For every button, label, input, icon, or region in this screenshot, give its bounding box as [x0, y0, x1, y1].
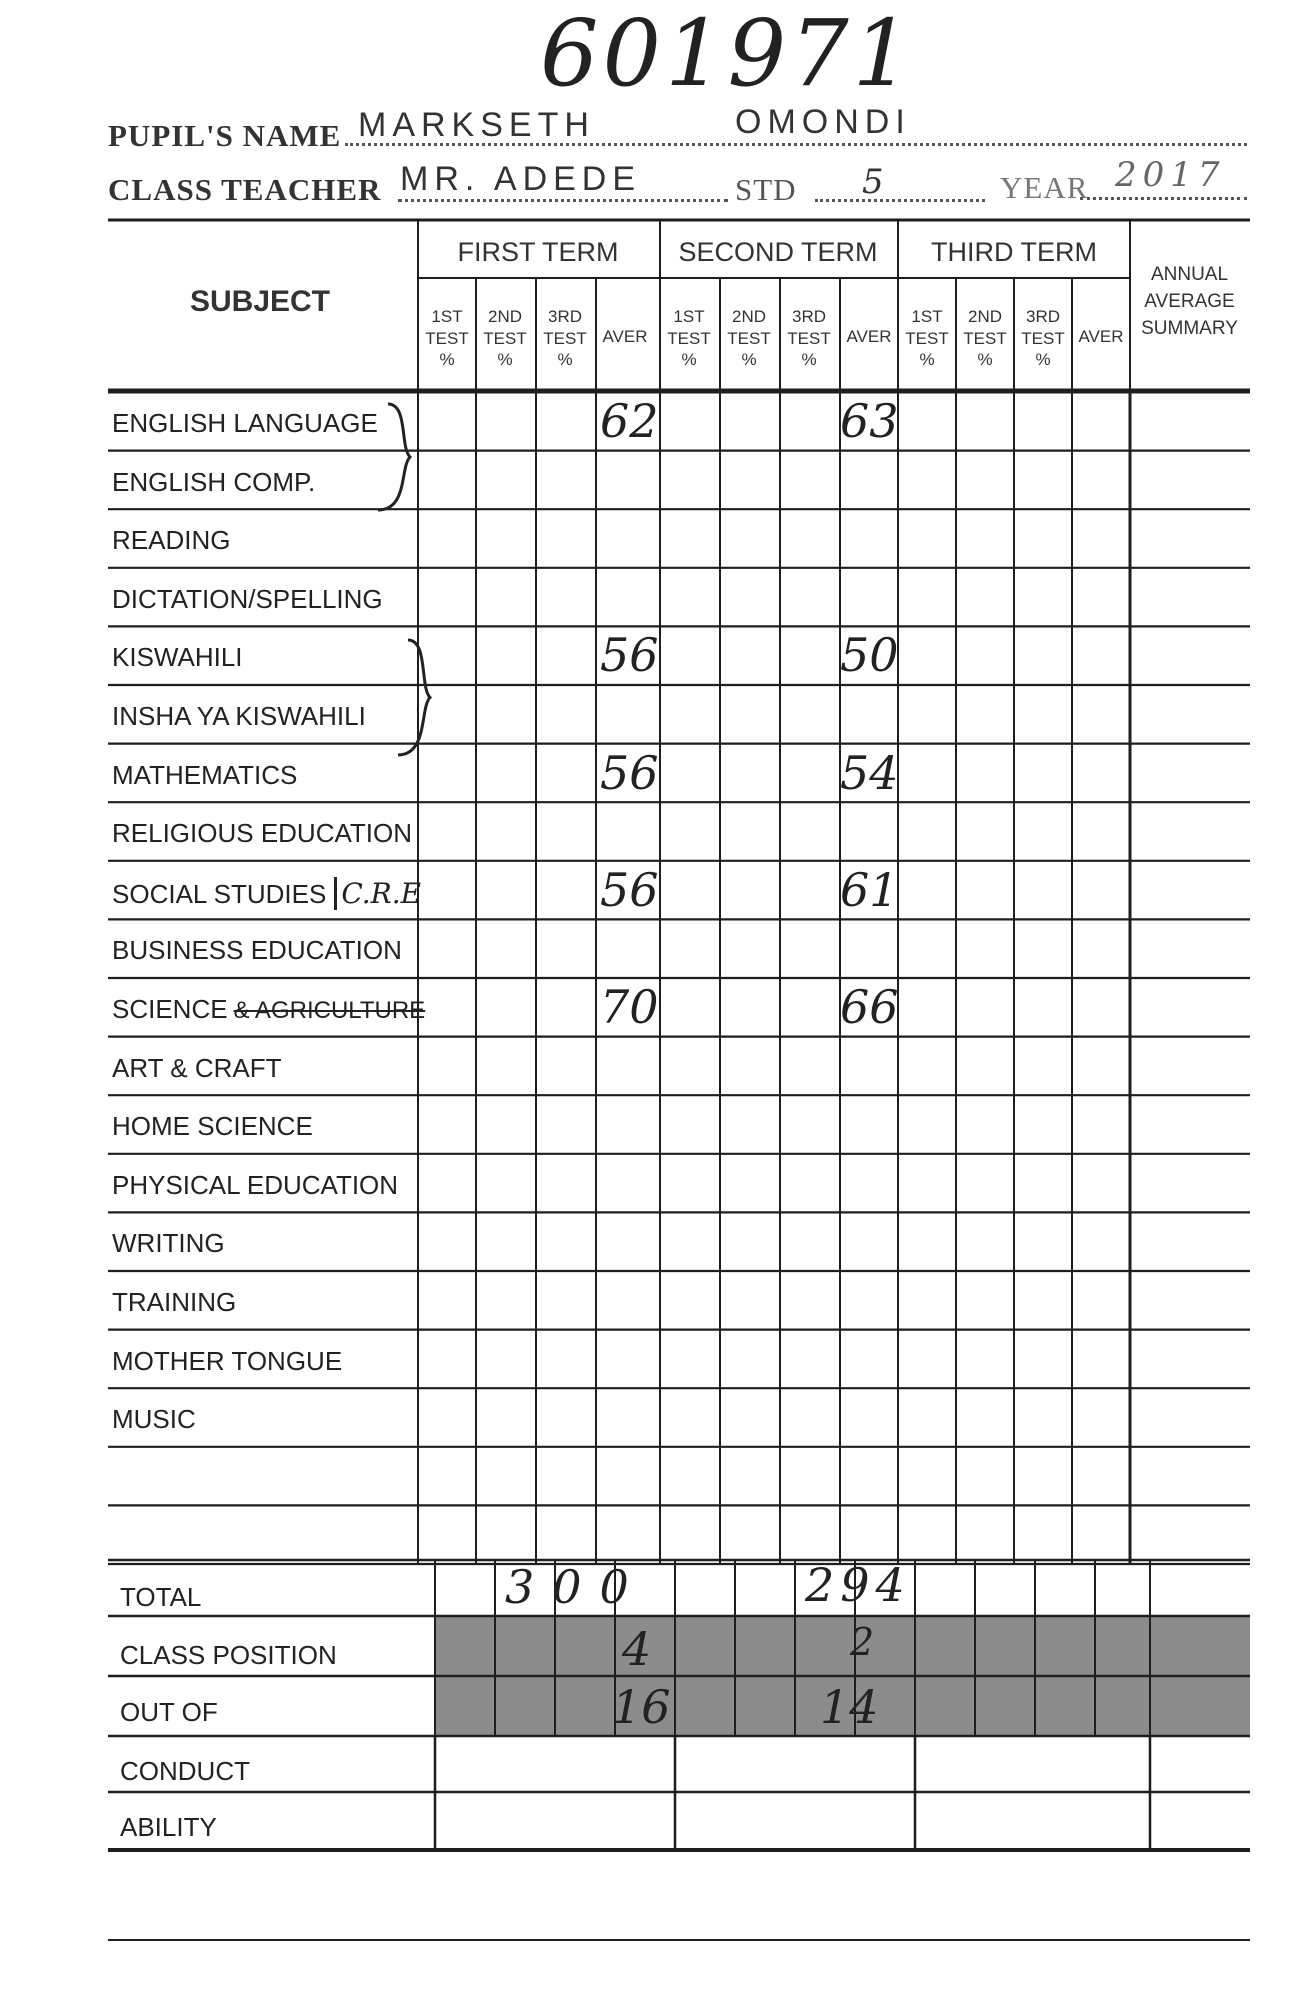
subject-name: INSHA YA KISWAHILI [112, 701, 366, 731]
subject-name: DICTATION/SPELLING [112, 583, 383, 614]
total-second-term: 294 [805, 1558, 911, 1612]
pupil-name-label: PUPIL'S NAME [108, 118, 342, 153]
english-brace [378, 404, 410, 510]
first-term-average: 62 [600, 394, 659, 448]
handwritten-annotation: C.R.E [334, 877, 421, 910]
sub-column-header-term3-col2 [956, 305, 1014, 370]
sub-column-line: 2ND [967, 307, 1002, 326]
sub-column-line: TEST [787, 328, 831, 348]
subject-name: HOME SCIENCE [112, 1111, 313, 1142]
sub-column-header-term1-col2 [476, 305, 534, 370]
subject-name: PHYSICAL EDUCATION [112, 1169, 399, 1200]
second-term-average: 66 [840, 980, 899, 1034]
subject-label [112, 701, 366, 732]
out-of-second-term: 14 [820, 1680, 879, 1734]
class-position-first-term: 4 [622, 1622, 652, 1676]
sub-column-line: 2ND [487, 307, 522, 326]
sub-column-header-term2-col2 [720, 305, 778, 370]
sub-column-line: 2ND [731, 307, 766, 326]
sub-column-line: AVER [846, 327, 892, 346]
sub-column-line: 3RD [791, 307, 826, 326]
sub-column-line: TEST [667, 328, 711, 348]
struck-subject-text: & AGRICULTURE [233, 997, 426, 1024]
subject-label [112, 467, 315, 498]
second-term-header: SECOND TERM [678, 237, 878, 267]
sub-column-line: AVER [602, 327, 648, 346]
subject-label [112, 408, 378, 439]
second-term-average: 63 [840, 394, 899, 448]
sub-column-line: % [977, 350, 993, 370]
sub-column-line: % [497, 350, 513, 370]
subject-label [112, 1287, 236, 1318]
sub-column-line: 1ST [431, 307, 463, 326]
subject-label [112, 1228, 225, 1259]
subject-name: SOCIAL STUDIES [112, 878, 327, 909]
subject-label [112, 818, 412, 849]
year-label: YEAR [1000, 170, 1089, 205]
subject-name: MATHEMATICS [112, 759, 298, 790]
first-term-average: 56 [600, 628, 659, 683]
std-value: 5 [862, 162, 890, 202]
sub-column-line: TEST [727, 328, 771, 348]
subject-label [112, 1346, 342, 1377]
subject-name: TRAINING [112, 1287, 237, 1317]
first-term-average: 56 [600, 745, 659, 800]
year-value: 2017 [1115, 155, 1226, 195]
total-label: TOTAL [120, 1582, 202, 1612]
sub-column-header-term3-col3 [1014, 305, 1072, 370]
subject-name: ENGLISH COMP. [112, 466, 316, 497]
sub-column-line: % [557, 350, 573, 370]
sub-column-line: 1ST [911, 307, 943, 326]
sub-column-line: % [439, 350, 455, 370]
sub-column-line: 1ST [673, 307, 705, 326]
subject-label [112, 760, 297, 791]
kiswahili-brace [398, 640, 430, 755]
sub-column-line: 3RD [547, 307, 582, 326]
annual-average-summary-header [1132, 265, 1247, 340]
sub-column-line: 3RD [1025, 307, 1060, 326]
class-teacher-label: CLASS TEACHER [108, 172, 382, 207]
first-term-header: FIRST TERM [457, 237, 619, 267]
annual-line1: ANNUAL [1150, 264, 1229, 285]
subject-name: ENGLISH LANGUAGE [112, 408, 378, 438]
subject-name: READING [112, 525, 231, 556]
subject-name: BUSINESS EDUCATION [112, 935, 402, 966]
total-first-term: 300 [505, 1560, 647, 1614]
third-term-header: THIRD TERM [931, 237, 1097, 267]
sub-column-header-term2-col4 [840, 328, 898, 347]
sub-column-line: TEST [483, 328, 527, 348]
serial-number: 601971 [540, 0, 916, 107]
first-term-average: 56 [600, 862, 659, 917]
second-term-average: 61 [840, 862, 899, 917]
sub-column-line: % [1035, 350, 1051, 370]
out-of-first-term: 16 [612, 1680, 671, 1734]
pupil-first-name: MARKSETH [358, 106, 595, 144]
first-term-average: 70 [600, 980, 659, 1034]
teacher-name: MR. ADEDE [400, 160, 642, 198]
subject-label [112, 935, 402, 966]
subject-label [112, 525, 230, 556]
sub-column-header-term3-col4 [1072, 328, 1130, 347]
sub-column-line: % [741, 350, 757, 370]
sub-column-line: TEST [543, 328, 587, 348]
second-term-average: 50 [840, 628, 899, 683]
out-of-label: OUT OF [120, 1697, 218, 1727]
class-position-second-term: 2 [850, 1620, 875, 1664]
sub-column-line: TEST [905, 328, 949, 348]
subject-label [112, 642, 243, 673]
subject-label [112, 1053, 282, 1084]
sub-column-header-term2-col3 [780, 305, 838, 370]
annual-line2: AVERAGE [1144, 290, 1235, 312]
sub-column-header-term1-col4 [596, 328, 654, 347]
sub-column-header-term2-col1 [660, 305, 718, 370]
sub-column-header-term1-col3 [536, 305, 594, 370]
conduct-label: CONDUCT [120, 1756, 250, 1786]
ability-label: ABILITY [120, 1812, 217, 1842]
subject-name: ART & CRAFT [112, 1052, 282, 1083]
subject-label [112, 877, 421, 910]
sub-column-line: % [681, 350, 697, 370]
sub-column-line: TEST [1021, 328, 1065, 348]
second-term-average: 54 [840, 745, 899, 800]
annual-line3: SUMMARY [1141, 317, 1238, 339]
subject-header: SUBJECT [189, 285, 331, 318]
subject-name: RELIGIOUS EDUCATION [112, 818, 413, 849]
subject-name: SCIENCE [112, 994, 228, 1024]
subject-label [112, 994, 425, 1025]
pupil-last-name: OMONDI [735, 103, 911, 141]
subject-name: KISWAHILI [112, 642, 243, 673]
sub-column-header-term1-col1 [418, 305, 476, 370]
subject-name: MUSIC [112, 1404, 196, 1435]
subject-name: WRITING [112, 1228, 225, 1259]
class-position-label: CLASS POSITION [120, 1640, 337, 1670]
sub-column-line: TEST [963, 328, 1007, 348]
subject-label [112, 1404, 196, 1435]
sub-column-line: % [919, 350, 935, 370]
subject-label [112, 1170, 398, 1201]
subject-label [112, 584, 383, 615]
sub-column-line: TEST [425, 328, 469, 348]
sub-column-line: AVER [1078, 327, 1124, 346]
std-label: STD [735, 172, 797, 207]
subject-label [112, 1111, 313, 1142]
subject-name: MOTHER TONGUE [112, 1345, 343, 1376]
sub-column-line: % [801, 350, 817, 370]
sub-column-header-term3-col1 [898, 305, 956, 370]
